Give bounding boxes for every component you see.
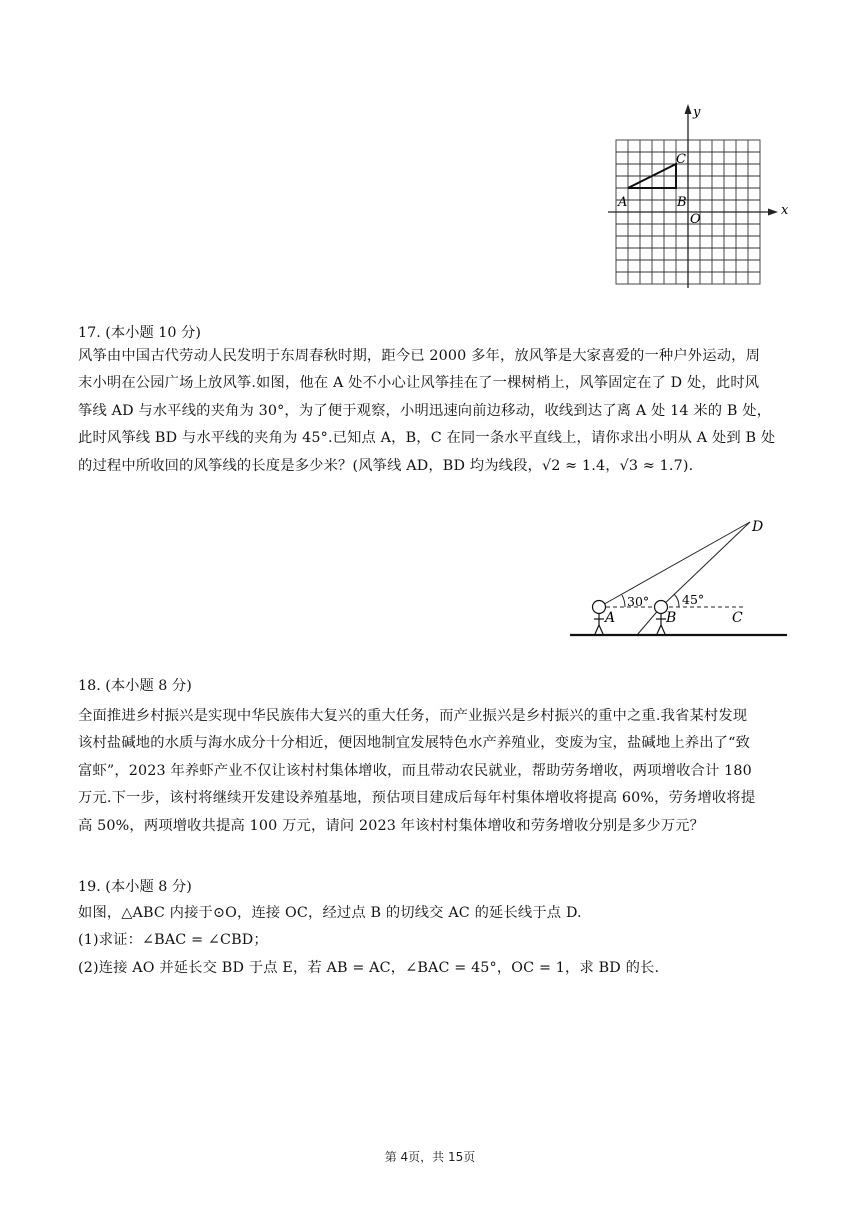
question-17-line-2: 末小明在公园广场上放风筝.如图，他在 A 处不小心让风筝挂在了一棵树梢上，风筝固定在了 D 处，此时风 — [78, 375, 760, 392]
kite-figure — [565, 515, 790, 640]
question-18-body — [78, 703, 788, 840]
question-19-title: 19. (本小题 8 分) — [78, 879, 192, 895]
question-17-line-5: 的过程中所收回的风筝线的长度是多少米？(风筝线 AD，BD 均为线段，√2 ≈ 1.4，√3 ≈ 1.7). — [78, 457, 694, 474]
question-18-line-3: 富虾”，2023 年养虾产业不仅让该村村集体增收，而且带动农民就业，帮助劳务增收，两项增收合计 180 — [78, 762, 752, 779]
x-axis-label: x — [781, 203, 789, 218]
person-a-icon — [593, 601, 606, 635]
y-axis-label: y — [693, 105, 701, 120]
angle-arc-45 — [674, 594, 679, 607]
point-label-a: A — [618, 195, 628, 210]
kite-label-c: C — [732, 610, 743, 626]
question-17-title: 17. (本小题 10 分) — [78, 325, 201, 341]
kite-label-d: D — [752, 519, 764, 535]
question-18-title: 18. (本小题 8 分) — [78, 678, 192, 694]
point-label-c: C — [676, 152, 686, 167]
question-19-line-3: (2)连接 AO 并延长交 BD 于点 E，若 AB = AC，∠BAC = 45°，OC = 1，求 BD 的长. — [78, 959, 660, 976]
question-19-body — [78, 900, 788, 982]
page-footer: 第 4页，共 15页 — [384, 1150, 476, 1164]
question-17-line-1: 风筝由中国古代劳动人民发明于东周春秋时期，距今已 2000 多年，放风筝是大家喜爱的一种户外运动，周 — [78, 348, 761, 364]
question-17-body — [78, 343, 788, 480]
angle-arc-30 — [622, 595, 625, 607]
question-18-line-2: 该村盐碱地的水质与海水成分十分相近，便因地制宜发展特色水产养殖业，变废为宝，盐碱地上养出了“致 — [78, 735, 751, 752]
question-19-line-1: 如图，△ABC 内接于⊙O，连接 OC，经过点 B 的切线交 AC 的延长线于点 D. — [78, 905, 582, 921]
question-17-line-4: 此时风筝线 BD 与水平线的夹角为 45°.已知点 A，B，C 在同一条水平直线上，请你求出小明从 A 处到 B 处 — [78, 430, 776, 447]
x-axis-arrow — [768, 209, 778, 216]
point-label-b: B — [677, 195, 687, 210]
kite-label-a: A — [605, 610, 616, 626]
question-19-line-2: (1)求证：∠BAC = ∠CBD； — [78, 932, 268, 949]
y-axis-arrow — [685, 104, 692, 114]
question-18-line-5: 高 50%，两项增收共提高 100 万元，请问 2023 年该村村集体增收和劳务增收分别是多少万元？ — [78, 817, 705, 834]
kite-angle-45: 45° — [682, 592, 705, 607]
origin-label-o: O — [690, 212, 701, 227]
grid-coordinate-figure — [600, 100, 800, 290]
question-18-line-4: 万元.下一步，该村将继续开发建设养殖基地，预估项目建成后每年村集体增收将提高 60%，劳务增收将提 — [78, 790, 756, 807]
kite-label-b: B — [666, 610, 677, 626]
question-18-line-1: 全面推进乡村振兴是实现中华民族伟大复兴的重大任务，而产业振兴是乡村振兴的重中之重.我省某村发现 — [78, 708, 748, 724]
question-17-line-3: 筝线 AD 与水平线的夹角为 30°，为了便于观察，小明迅速向前边移动，收线到达了离 A 处 14 米的 B 处， — [78, 402, 772, 419]
kite-angle-30: 30° — [627, 594, 650, 609]
